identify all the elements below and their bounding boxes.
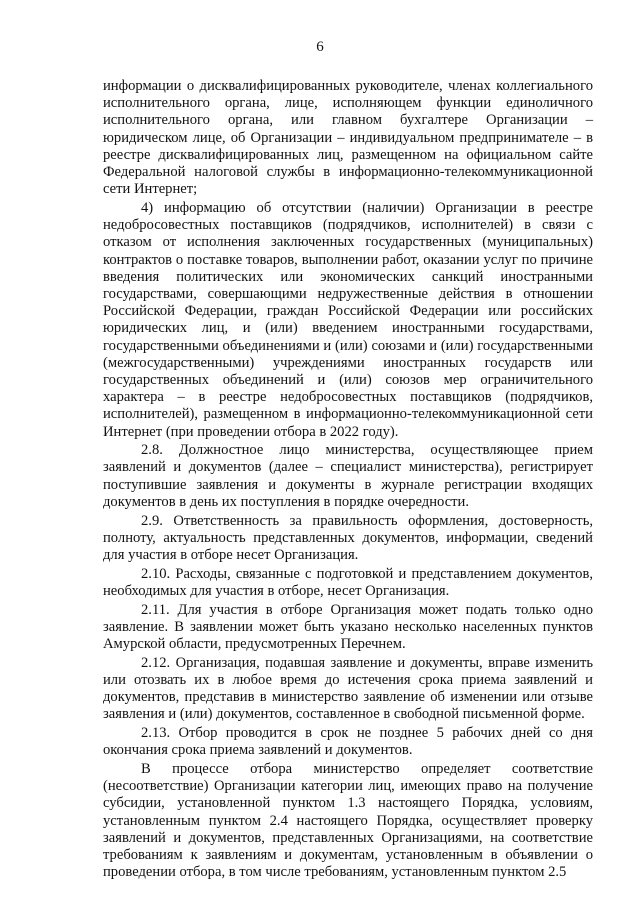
paragraph-2-8: 2.8. Должностное лицо министерства, осуществляющее прием заявлений и документов (далее – специалист министерства), регистрирует поступившие заявления и документы в журнале регистрации входящих документов в день их поступления в порядке очередности.: [103, 442, 593, 510]
paragraph-continuation-disqualified-persons: информации о дисквалифицированных руководителе, членах коллегиального исполнительного органа, лице, исполняющем функции единоличного исполнительного органа, или главном бухгалтере Организации – юридическом лице, об Организации – индивидуальном предпринимателе – в реестре дисквалифицированных лиц, размещенном на официальном сайте Федеральной налоговой службы в информационно-телекоммуникационной сети Интернет;: [103, 78, 593, 198]
paragraph-item-4-unreliable-suppliers: 4) информацию об отсутствии (наличии) Организации в реестре недобросовестных поставщиков (подрядчиков, исполнителей) в связи с отказом от исполнения заключенных государственных (муниципальных) контрактов о поставке товаров, выполнении работ, оказании услуг по причине введения политических или экономических санкций иностранными государствами, совершающими недружественные действия в отношении Российской Федерации, граждан Российской Федерации или российских юридических лиц, и (или) введением иностранными государствами, государственными объединениями и (или) союзами и (или) государственными (межгосударственными) учреждениями иностранных государств или государственных объединений и (или) союзов мер ограничительного характера – в реестре недобросовестных поставщиков (подрядчиков, исполнителей), размещенном в информационно-телекоммуникационной сети Интернет (при проведении отбора в 2022 году).: [103, 199, 593, 440]
page-number: 6: [316, 39, 324, 55]
document-body: [103, 78, 593, 883]
paragraph-2-13: 2.13. Отбор проводится в срок не позднее 5 рабочих дней со дня окончания срока приема заявлений и документов.: [103, 725, 593, 759]
paragraph-2-12: 2.12. Организация, подавшая заявление и документы, вправе изменить или отозвать их в любое время до истечения срока приема заявлений и документов, представив в министерство заявление об изменении или отзыве заявления и (или) документов, составленное в свободной письменной форме.: [103, 654, 593, 723]
paragraph-selection-process: В процессе отбора министерство определяет соответствие (несоответствие) Организации категории лиц, имеющих право на получение субсидии, установленной пунктом 1.3 настоящего Порядка, условиям, установленным пунктом 2.4 настоящего Порядка, осуществляет проверку заявлений и документов, представленных Организациями, на соответствие требованиям к заявлениям и документам, установленным в объявлении о проведении отбора, в том числе требованиям, установленным пунктом 2.5: [103, 760, 593, 881]
paragraph-2-11: 2.11. Для участия в отборе Организация может подать только одно заявление. В заявлении может быть указано несколько населенных пунктов Амурской области, предусмотренных Перечнем.: [103, 601, 593, 652]
paragraph-2-10: 2.10. Расходы, связанные с подготовкой и представлением документов, необходимых для участия в отборе, несет Организация.: [103, 565, 593, 599]
paragraph-2-9: 2.9. Ответственность за правильность оформления, достоверность, полноту, актуальность представленных документов, информации, сведений для участия в отборе несет Организация.: [103, 512, 593, 563]
